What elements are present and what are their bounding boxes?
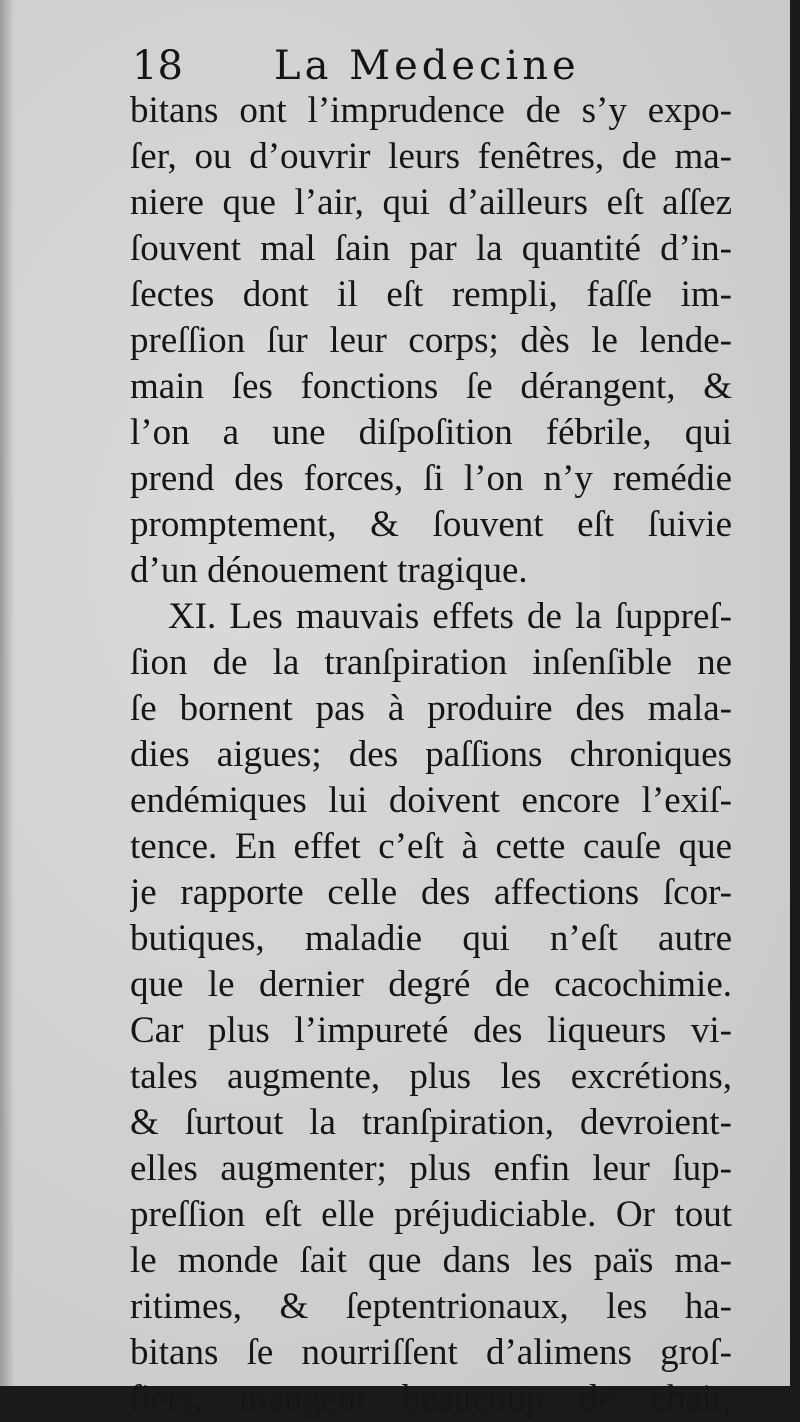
text-line: ſectes dont il eſt rempli, faſſe im- xyxy=(130,274,732,315)
text-line: Car plus l’impureté des liqueurs vi- xyxy=(130,1010,732,1051)
text-line: ſion de la tranſpiration inſenſible ne xyxy=(130,642,732,683)
text-line: preſſion ſur leur corps; dès le lende- xyxy=(130,320,732,361)
text-line: que le dernier degré de cacochimie. xyxy=(130,964,732,1005)
text-line: bitans ont l’imprudence de s’y expo- xyxy=(130,90,732,131)
running-head xyxy=(132,42,732,90)
text-line: tence. En effet c’eſt à cette cauſe que xyxy=(130,826,732,867)
text-line: main ſes fonctions ſe dérangent, & xyxy=(130,366,732,407)
page-number: 18 xyxy=(132,43,183,89)
text-line: l’on a une diſpoſition fébrile, qui xyxy=(130,412,732,453)
running-head-title: La Medecine xyxy=(274,43,580,89)
text-line: dies aigues; des paſſions chroniques xyxy=(130,734,732,775)
text-line: d’un dénouement tragique. xyxy=(130,550,528,591)
text-line: butiques, maladie qui n’eſt autre xyxy=(130,918,732,959)
paragraph-start-line: XI. Les mauvais effets de la ſuppreſ- xyxy=(168,596,732,637)
text-line: ſer, ou d’ouvrir leurs fenêtres, de ma- xyxy=(130,136,732,177)
text-line: & ſurtout la tranſpiration, devroient- xyxy=(130,1102,732,1143)
text-line: je rapporte celle des affections ſcor- xyxy=(130,872,732,913)
text-line: niere que l’air, qui d’ailleurs eſt aſſez xyxy=(130,182,732,223)
text-line: ſe bornent pas à produire des mala- xyxy=(130,688,732,729)
text-line: promptement, & ſouvent eſt ſuivie xyxy=(130,504,732,545)
gutter-shadow xyxy=(0,0,14,1386)
text-line: le monde ſait que dans les païs ma- xyxy=(130,1240,732,1281)
text-line: endémiques lui doivent encore l’exiſ- xyxy=(130,780,732,821)
text-line: tales augmente, plus les excrétions, xyxy=(130,1056,732,1097)
text-line: ſiers, mangent beaucoup de chair, xyxy=(130,1378,732,1419)
text-line: ſouvent mal ſain par la quantité d’in- xyxy=(130,228,732,269)
text-line: bitans ſe nourriſſent d’alimens groſ- xyxy=(130,1332,732,1373)
text-line: elles augmenter; plus enfin leur ſup- xyxy=(130,1148,732,1189)
body-text xyxy=(130,88,732,1422)
text-line: prend des forces, ſi l’on n’y remédie xyxy=(130,458,732,499)
text-line: preſſion eſt elle préjudiciable. Or tout xyxy=(130,1194,732,1235)
text-line: ritimes, & ſeptentrionaux, les ha- xyxy=(130,1286,732,1327)
